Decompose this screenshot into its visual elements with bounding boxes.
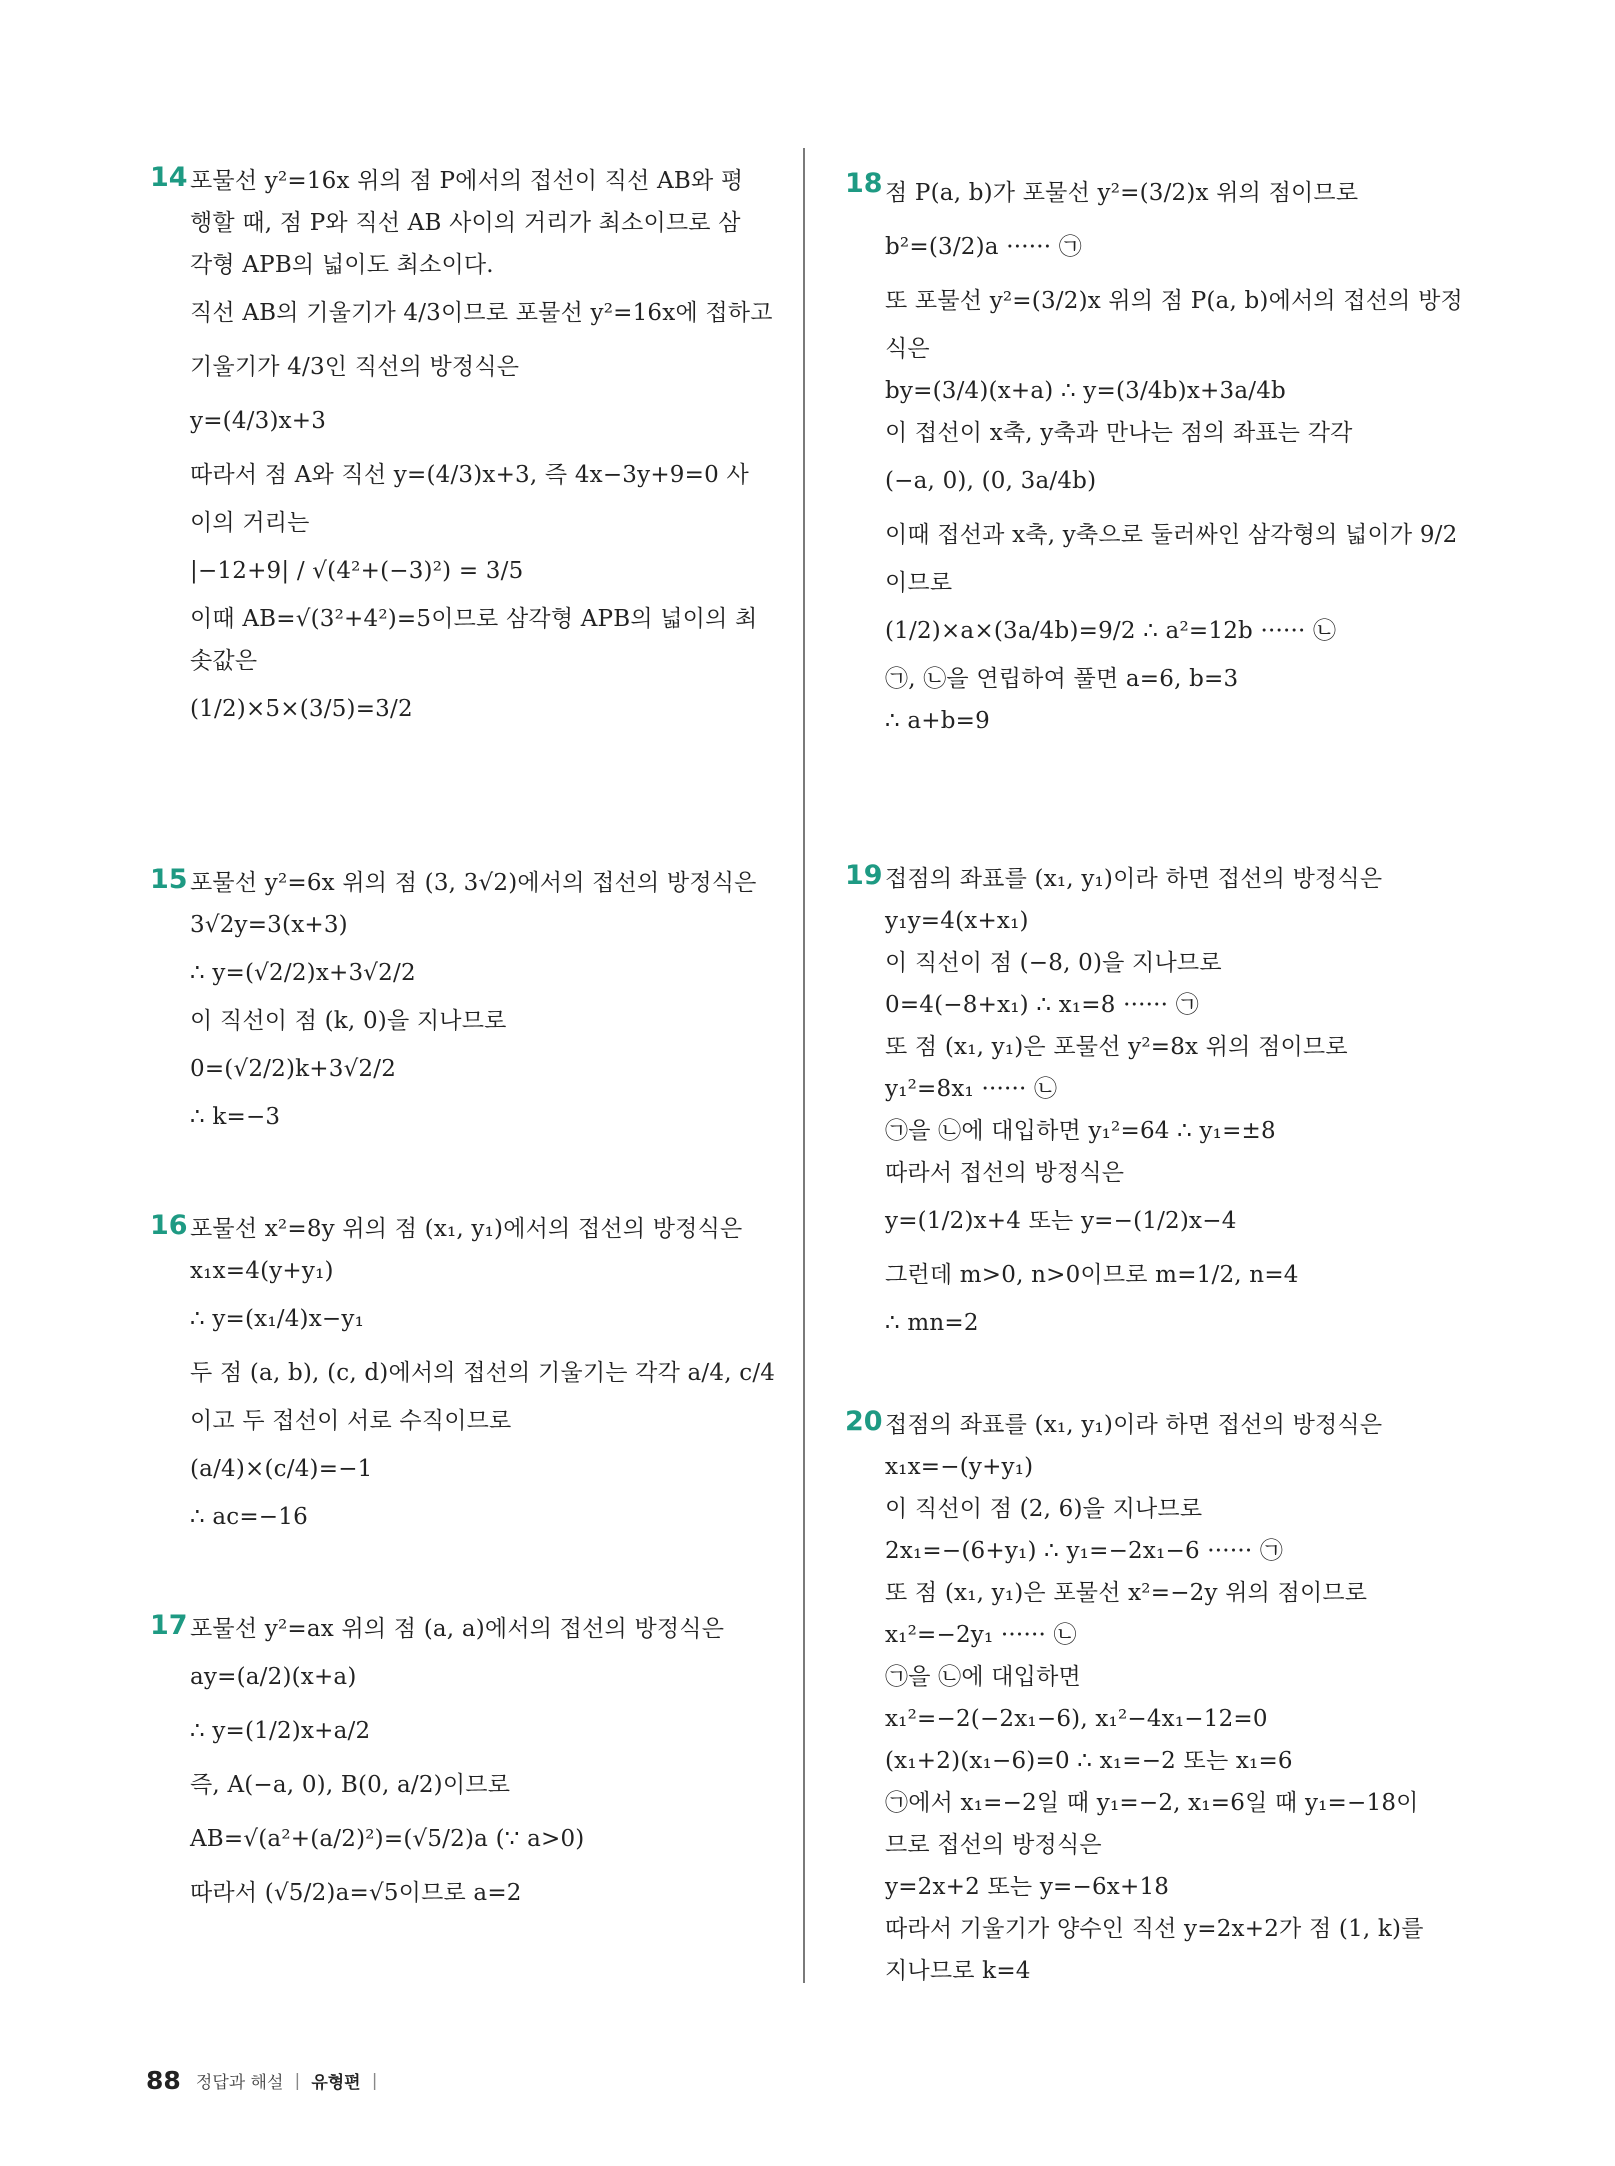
solution-line: ㉠을 ㉡에 대입하면	[885, 1664, 1081, 1690]
footer-separator-trail: |	[371, 2070, 378, 2091]
solution-line: y=2x+2 또는 y=−6x+18	[885, 1874, 1170, 1900]
solution-line: 또 점 (x₁, y₁)은 포물선 x²=−2y 위의 점이므로	[885, 1580, 1368, 1606]
solution-line: AB=√(a²+(a/2)²)=(√5/2)a (∵ a>0)	[190, 1826, 585, 1852]
footer-section: 유형편	[311, 2073, 361, 2093]
solution-line: 또 점 (x₁, y₁)은 포물선 y²=8x 위의 점이므로	[885, 1034, 1348, 1060]
solution-line: 접점의 좌표를 (x₁, y₁)이라 하면 접선의 방정식은	[885, 866, 1383, 892]
solution-line: ∴ y=(x₁/4)x−y₁	[190, 1306, 364, 1332]
solution-line: 점 P(a, b)가 포물선 y²=(3/2)x 위의 점이므로	[885, 180, 1359, 206]
solution-line: x₁²=−2(−2x₁−6), x₁²−4x₁−12=0	[885, 1706, 1268, 1732]
solution-line: ㉠, ㉡을 연립하여 풀면 a=6, b=3	[885, 666, 1239, 692]
solution-line: 포물선 y²=16x 위의 점 P에서의 접선이 직선 AB와 평	[190, 168, 744, 194]
solution-line: (1/2)×a×(3a/4b)=9/2 ∴ a²=12b ······ ㉡	[885, 618, 1337, 644]
solution-line: 기울기가 4/3인 직선의 방정식은	[190, 354, 520, 380]
solution-line: 포물선 x²=8y 위의 점 (x₁, y₁)에서의 접선의 방정식은	[190, 1216, 743, 1242]
solution-line: 포물선 y²=ax 위의 점 (a, a)에서의 접선의 방정식은	[190, 1616, 725, 1642]
solution-line: 접점의 좌표를 (x₁, y₁)이라 하면 접선의 방정식은	[885, 1412, 1383, 1438]
solution-line: 지나므로 k=4	[885, 1958, 1031, 1984]
solution-line: (1/2)×5×(3/5)=3/2	[190, 696, 413, 722]
solution-line: 행할 때, 점 P와 직선 AB 사이의 거리가 최소이므로 삼	[190, 210, 741, 236]
solution-line: 따라서 기울기가 양수인 직선 y=2x+2가 점 (1, k)를	[885, 1916, 1424, 1942]
solution-line: 즉, A(−a, 0), B(0, a/2)이므로	[190, 1772, 511, 1798]
solution-line: 두 점 (a, b), (c, d)에서의 접선의 기울기는 각각 a/4, c/4	[190, 1360, 776, 1386]
solution-line: 또 포물선 y²=(3/2)x 위의 점 P(a, b)에서의 접선의 방정	[885, 288, 1463, 314]
solution-line: 므로 접선의 방정식은	[885, 1832, 1102, 1858]
solution-line: 그런데 m>0, n>0이므로 m=1/2, n=4	[885, 1262, 1299, 1288]
solution-line: 2x₁=−(6+y₁) ∴ y₁=−2x₁−6 ······ ㉠	[885, 1538, 1284, 1564]
page-number: 88	[146, 2066, 181, 2095]
solution-line: 이때 접선과 x축, y축으로 둘러싸인 삼각형의 넓이가 9/2	[885, 522, 1458, 548]
solution-line: 각형 APB의 넓이도 최소이다.	[190, 252, 494, 278]
solution-line: ∴ y=(1/2)x+a/2	[190, 1718, 371, 1744]
solution-line: (a/4)×(c/4)=−1	[190, 1456, 373, 1482]
footer-book-title: 정답과 해설	[195, 2073, 284, 2093]
solution-line: ∴ y=(√2/2)x+3√2/2	[190, 960, 416, 986]
solution-line: 이므로	[885, 570, 953, 596]
solution-line: (x₁+2)(x₁−6)=0 ∴ x₁=−2 또는 x₁=6	[885, 1748, 1293, 1774]
solution-line: x₁x=−(y+y₁)	[885, 1454, 1034, 1480]
solution-line: 이고 두 접선이 서로 수직이므로	[190, 1408, 512, 1434]
solution-line: ∴ mn=2	[885, 1310, 979, 1336]
footer-separator: |	[294, 2070, 301, 2091]
problem-number: 15	[150, 864, 188, 895]
solution-line: ∴ a+b=9	[885, 708, 990, 734]
problem-number: 17	[150, 1610, 188, 1641]
solution-line: 이때 AB=√(3²+4²)=5이므로 삼각형 APB의 넓이의 최	[190, 606, 758, 632]
solution-line: 이 직선이 점 (k, 0)을 지나므로	[190, 1008, 507, 1034]
solution-line: 따라서 점 A와 직선 y=(4/3)x+3, 즉 4x−3y+9=0 사	[190, 462, 749, 488]
solution-line: (−a, 0), (0, 3a/4b)	[885, 468, 1097, 494]
problem-number: 16	[150, 1210, 188, 1241]
problem-number: 14	[150, 162, 188, 193]
solution-line: y=(1/2)x+4 또는 y=−(1/2)x−4	[885, 1208, 1237, 1234]
solution-line: 이 직선이 점 (−8, 0)을 지나므로	[885, 950, 1222, 976]
solution-line: 직선 AB의 기울기가 4/3이므로 포물선 y²=16x에 접하고	[190, 300, 773, 326]
solution-line: ㉠에서 x₁=−2일 때 y₁=−2, x₁=6일 때 y₁=−18이	[885, 1790, 1419, 1816]
solution-line: y=(4/3)x+3	[190, 408, 327, 434]
solution-line: 3√2y=3(x+3)	[190, 912, 348, 938]
solution-line: y₁²=8x₁ ······ ㉡	[885, 1076, 1058, 1102]
solution-line: y₁y=4(x+x₁)	[885, 908, 1029, 934]
page-footer	[146, 2066, 383, 2095]
solution-line: 이 직선이 점 (2, 6)을 지나므로	[885, 1496, 1203, 1522]
problem-number: 20	[845, 1406, 883, 1437]
problem-number: 18	[845, 168, 883, 199]
solution-line: ∴ k=−3	[190, 1104, 281, 1130]
solution-line: 포물선 y²=6x 위의 점 (3, 3√2)에서의 접선의 방정식은	[190, 870, 757, 896]
solution-line: 이 접선이 x축, y축과 만나는 점의 좌표는 각각	[885, 420, 1353, 446]
solution-line: 이의 거리는	[190, 510, 310, 536]
problem-number: 19	[845, 860, 883, 891]
solution-line: 따라서 접선의 방정식은	[885, 1160, 1125, 1186]
solution-line: b²=(3/2)a ······ ㉠	[885, 234, 1082, 260]
solution-line: ay=(a/2)(x+a)	[190, 1664, 357, 1690]
solution-line: |−12+9| / √(4²+(−3)²) = 3/5	[190, 558, 524, 584]
solution-line: ㉠을 ㉡에 대입하면 y₁²=64 ∴ y₁=±8	[885, 1118, 1276, 1144]
solution-line: 따라서 (√5/2)a=√5이므로 a=2	[190, 1880, 522, 1906]
column-divider	[803, 148, 805, 1983]
solution-line: ∴ ac=−16	[190, 1504, 308, 1530]
solution-line: 0=(√2/2)k+3√2/2	[190, 1056, 397, 1082]
solution-line: x₁²=−2y₁ ······ ㉡	[885, 1622, 1077, 1648]
solution-line: 0=4(−8+x₁) ∴ x₁=8 ······ ㉠	[885, 992, 1199, 1018]
solution-line: 식은	[885, 336, 930, 362]
solution-line: 솟값은	[190, 648, 258, 674]
solution-line: by=(3/4)(x+a) ∴ y=(3/4b)x+3a/4b	[885, 378, 1286, 404]
solution-line: x₁x=4(y+y₁)	[190, 1258, 334, 1284]
